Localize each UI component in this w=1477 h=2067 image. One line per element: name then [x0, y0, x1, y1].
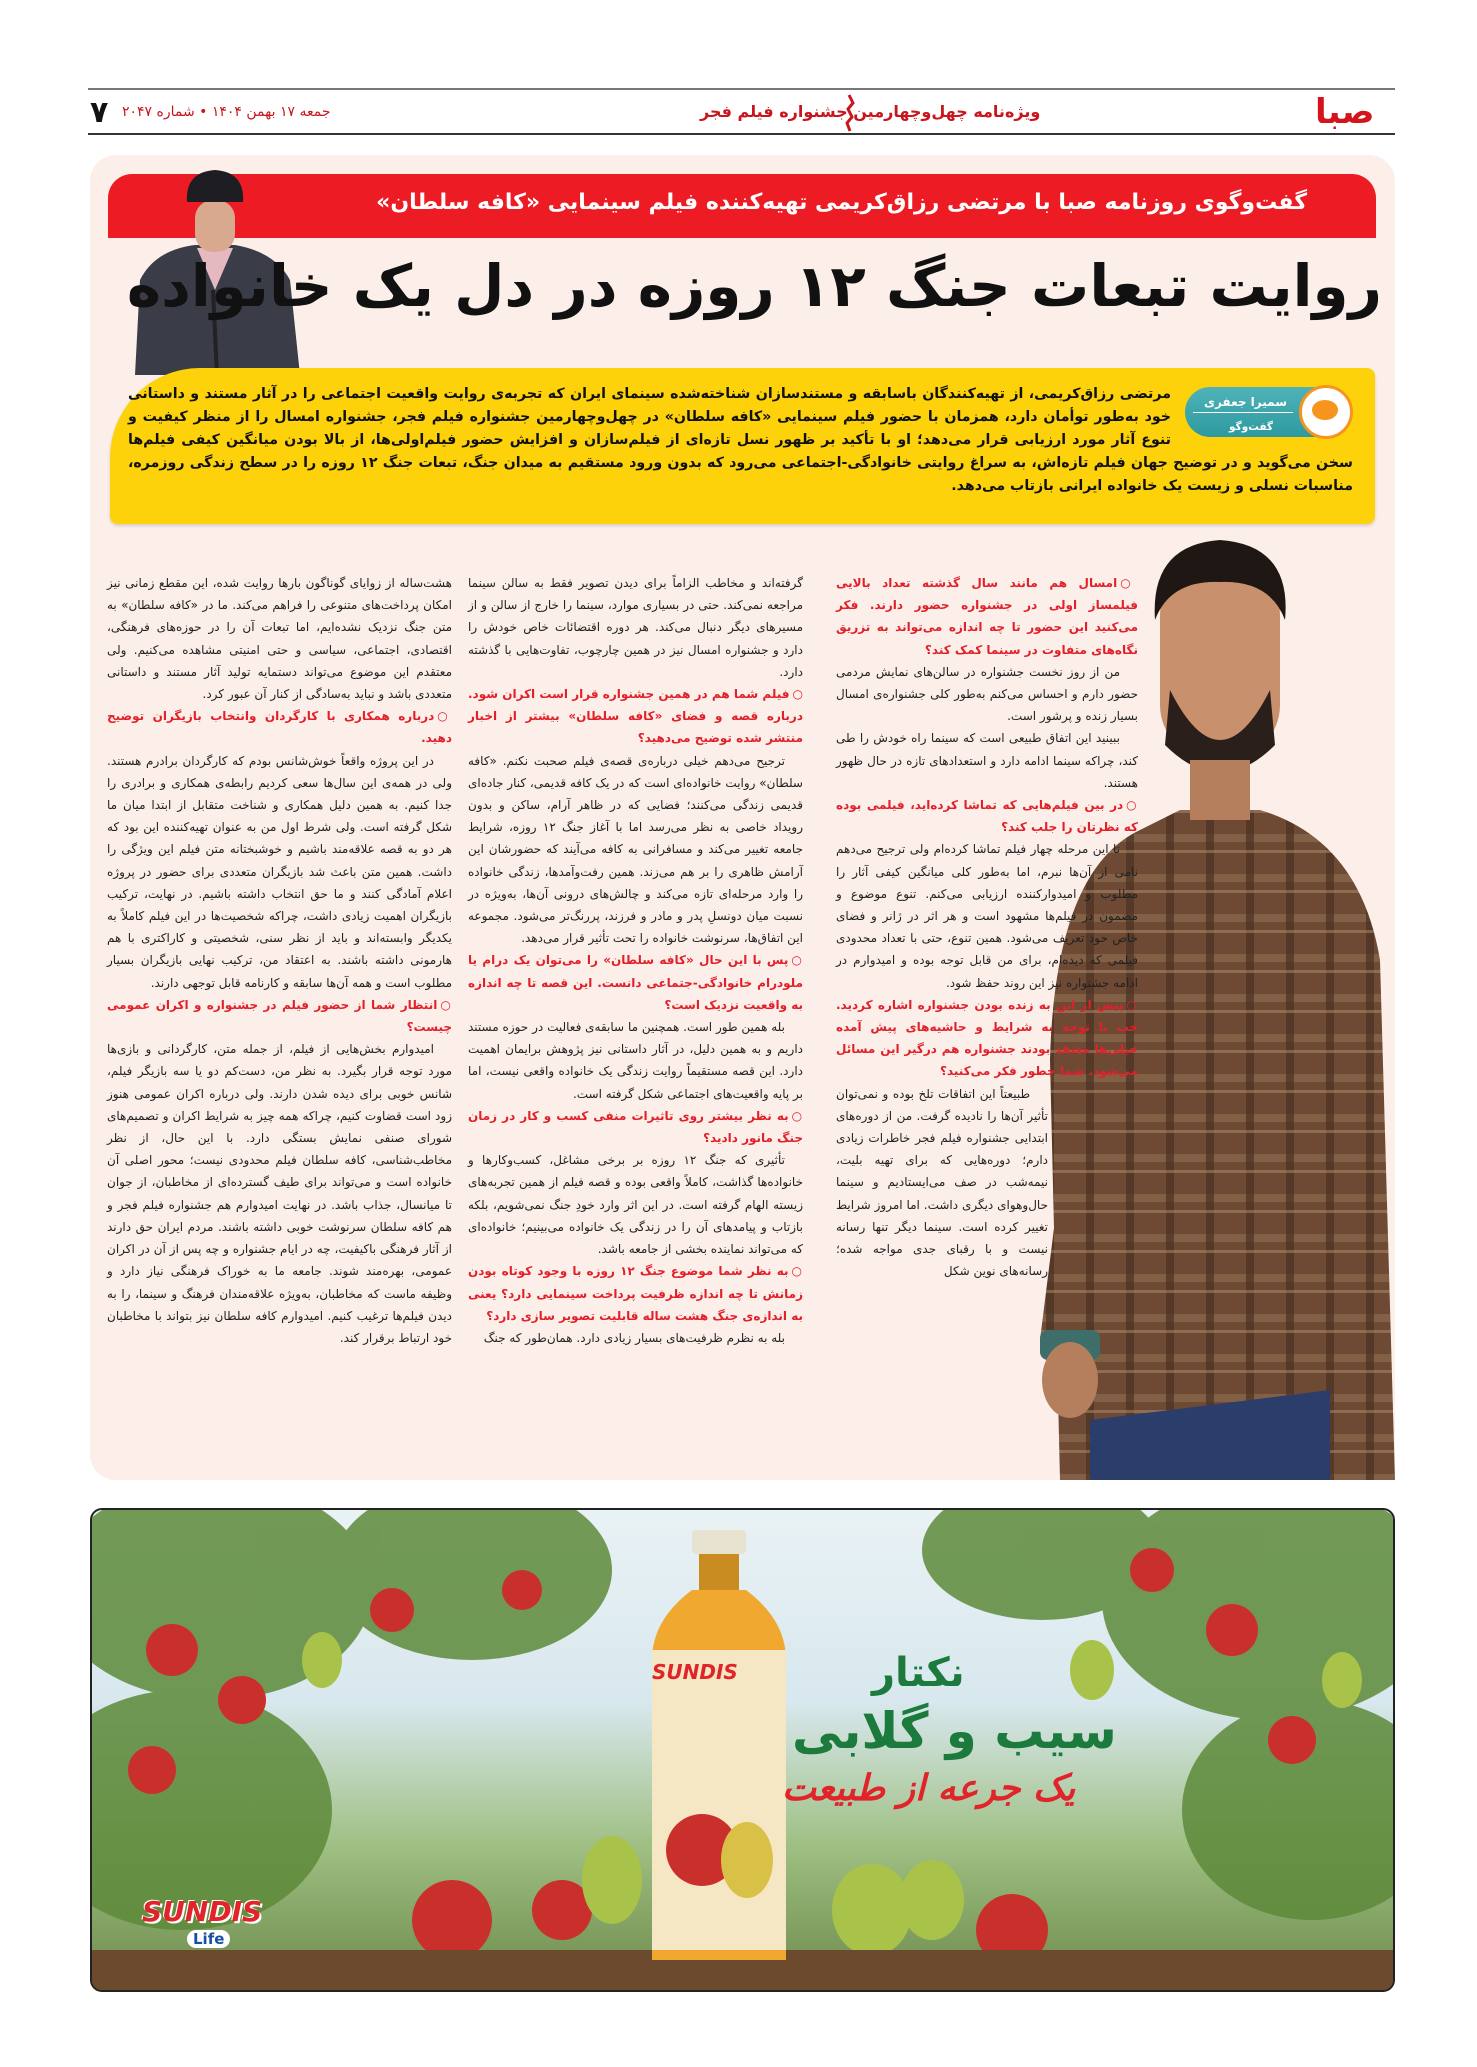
interview-answer: گرفته‌اند و مخاطب الزاماً برای دیدن تصویر فقط به سالن سینما مراجعه نمی‌کند. حتی در بسیاری موارد، سینما را خارج از سالن و از مسیرهای دیگر دنبال می‌کند. هر دوره اقتضائات خاص خودش را دارد و جشنواره امسال نیز در همین چارچوب، تفاوت‌هایی با گذشته دارد. — [468, 576, 803, 679]
lead-paragraph — [128, 383, 1353, 498]
interview-answer: بله به نظرم ظرفیت‌های بسیار زیادی دارد. همان‌طور که جنگ — [483, 1330, 785, 1345]
interview-answer: ببینید این اتفاق طبیعی است که سینما راه خودش را طی کند، چراکه سینما ادامه دارد و استعدادهای تازه در حال ظهور هستند. — [836, 731, 1138, 790]
column-1 — [836, 572, 1138, 1283]
festival-logo-icon — [840, 93, 858, 133]
column-1-bottom — [836, 1083, 1048, 1283]
article-title: روایت تبعات جنگ ۱۲ روزه در دل یک خانواده — [126, 252, 1382, 320]
author-name: سمیرا جعفری — [1203, 395, 1287, 409]
advertisement-banner[interactable] — [90, 1508, 1395, 1992]
interview-answer: تا این مرحله چهار فیلم تماشا کرده‌ام ولی ترجیح می‌دهم نامی از آن‌ها نبرم، اما به‌طور کلی میانگین کیفی آثار را مطلوب و امیدوارکننده ارزیابی می‌کنم. تنوع موضوع و مضمون در فیلم‌ها مشهود است و هر اثر در ژانر و فضای خاص خود تعریف می‌شود. همین تنوع، حتی با تعداد محدودی فیلمی که دیده‌ام، برای من قابل توجه بوده و امیدوارم در ادامه جشنواره نیز این روند حفظ شود. — [836, 842, 1138, 990]
interview-answer: طبیعتاً این اتفاقات تلخ بوده و نمی‌توان تأثیر آن‌ها را نادیده گرفت. من از دوره‌های ابتدایی جشنواره فیلم فجر خاطرات زیادی دارم؛ دوره‌هایی که برای تهیه بلیت، نیمه‌شب در صف می‌ایستادیم و سینما حال‌وهوای دیگری داشت. اما امروز شرایط تغییر کرده است. سینما دیگر تنها رسانه نیست و با رقبای جدی مواجه شده؛ رسانه‌های نوین شکل — [836, 1086, 1048, 1279]
interview-answer: من از روز نخست جشنواره در سالن‌های نمایش مردمی حضور دارم و احساس می‌کنم به‌طور کلی جشنواره‌ی امسال بسیار زنده و پرشور است. — [836, 664, 1138, 724]
interview-question: ○ انتظار شما از حضور فیلم در جشنواره و اکران عمومی چیست؟ — [107, 994, 452, 1038]
interview-question: ○ به نظر شما موضوع جنگ ۱۲ روزه با وجود کوتاه بودن زمانش تا چه اندازه ظرفیت پرداخت سینمایی دارد؟ یعنی به اندازه‌ی جنگ هشت ساله قابلیت تصویر سازی دارد؟ — [468, 1260, 803, 1327]
juice-bottle — [652, 1530, 786, 1960]
bottle-brand-label: SUNDIS — [652, 1660, 738, 1684]
interview-answer: تأثیری که جنگ ۱۲ روزه بر برخی مشاغل، کسب‌وکارها و خانواده‌ها گذاشت، کاملاً واقعی بوده و قصه فیلم از همین تجربه‌های زیسته الهام گرفته است. در این اثر وارد خودِ جنگ نمی‌شویم، بلکه بازتاب و پیامدهای آن را در زندگی یک خانواده می‌بینیم؛ خانواده‌ای که می‌تواند نماینده بخشی از جامعه باشد. — [468, 1153, 803, 1257]
interview-question: ○ به نظر بیشتر روی تاثیرات منفی کسب و کار در زمان جنگ مانور دادید؟ — [468, 1105, 803, 1149]
interview-question: ○ پس با این حال «کافه سلطان» را می‌توان یک درام یا ملودرام خانوادگی-جتماعی دانست. این قصه تا چه اندازه به واقعیت نزدیک است؟ — [468, 949, 803, 1016]
issue-info: جمعه ۱۷ بهمن ۱۴۰۴ • شماره ۲۰۴۷ — [122, 104, 331, 120]
interview-answer: در این پروژه واقعاً خوش‌شانس بودم که کارگردان برادرم هستند. ولی در همه‌ی این سال‌ها سعی کردیم رابطه‌ی همکاری و برادری را جدا کنیم. به همین دلیل همکاری و شناخت متقابل از ابتدا میان ما شکل گرفته است. ولی شرط اول من به عنوان تهیه‌کننده این بود که هر دو به قصه علاقه‌مند باشیم و خوشبختانه متن فیلم این ویژگی را داشت. همین متن باعث شد بازیگران متعددی برای حضور در پروژه اعلام آمادگی کنند و ما حق انتخاب داشته باشیم. در نهایت، ترکیب بازیگران اهمیت زیادی داشت، چراکه شخصیت‌ها در این فیلم کاملاً به یکدیگر وابسته‌اند و باید از نظر سنی، شخصیتی و کاراکتری با هم هارمونی داشته باشند. به اعتقاد من، ترکیب نهایی بازیگران بسیار مطلوب است و همه آن‌ها سابقه و کارنامه قابل توجهی دارند. — [107, 753, 452, 990]
author-role: گفت‌وگو — [1229, 421, 1273, 433]
section-title: ویژه‌نامه چهل‌وچهارمین جشنواره فیلم فجر — [700, 102, 1041, 121]
author-badge — [1185, 387, 1353, 437]
interview-question: ○ پیش از این به زنده بودن جشنواره اشاره کردید. خب با توجه به شرایط و حاشیه‌های پیش آمده خیلی‌ها معتقد بودند جشنواره هم درگیر این مسائل می‌شود. شما چطور فکر می‌کنید؟ — [836, 994, 1138, 1083]
sub-brand-logo: Life — [187, 1930, 230, 1948]
header-rule-top — [88, 88, 1395, 90]
article-kicker: گفت‌وگوی روزنامه صبا با مرتضی رزاق‌کریمی تهیه‌کننده فیلم سینمایی «کافه سلطان» — [376, 190, 1307, 215]
column-3 — [107, 572, 452, 1349]
interview-question: ○ فیلم شما هم در همین جشنواره قرار است اکران شود. درباره قصه و فضای «کافه سلطان» بیشتر از اخبار منتشر شده توضیح می‌دهید؟ — [468, 683, 803, 750]
interview-answer: هشت‌ساله از زوایای گوناگون بارها روایت شده، این مقطع زمانی نیز امکان پرداخت‌های متنوعی را فراهم می‌کند. ما در «کافه سلطان» به متن جنگ نزدیک نشده‌ایم، اما تبعات آن را در حوزه‌های فرهنگی، اقتصادی، اجتماعی، سیاسی و حتی امنیتی مشاهده می‌کنیم. ولی معتقدم این موضوع می‌تواند دستمایه تولید آثار مستند و داستانی متعددی باشد و نباید به‌سادگی از کنار آن عبور کرد. — [107, 576, 452, 702]
interview-answer: ترجیح می‌دهم خیلی درباره‌ی قصه‌ی فیلم صحبت نکنم. «کافه سلطان» روایت خانواده‌ای است که در یک کافه قدیمی، کنار جاده‌ای قدیمی زندگی می‌کنند؛ فضایی که در ظاهر آرام، ساکن و بدون رویداد خاصی به نظر می‌رسد اما با آغاز جنگ ۱۲ روزه، شرایط جامعه تغییر می‌کند و مسافرانی به کافه می‌آیند که حضورشان این آرامش ظاهری را بر هم می‌زند. همین رفت‌وآمدها، زندگی خانواده را وارد مرحله‌ای تازه می‌کند و چالش‌های درونی آن‌ها، به‌ویژه در نسبت میان دونسلِ پدر و مادر و فرزند، پررنگ‌تر می‌شود. مجموعه این اتفاق‌ها، سرنوشت خانواده را تحت تأثیر قرار می‌دهد. — [468, 753, 803, 946]
interview-question: ○ امسال هم مانند سال گذشته تعداد بالایی فیلمساز اولی در جشنواره حضور دارند. فکر می‌کنید این حضور تا چه اندازه می‌تواند به تزریق نگاه‌های متفاوت در سینما کمک کند؟ — [836, 572, 1138, 661]
column-2 — [468, 572, 803, 1349]
interview-answer: امیدوارم بخش‌هایی از فیلم، از جمله متن، کارگردانی و بازی‌ها مورد توجه قرار بگیرد. به نظر من، دست‌کم دو یا سه بازیگر فیلم، شانس خوبی برای دیده شدن دارند. ولی درباره اکران عمومی هنوز زود است قضاوت کنیم، چراکه همه چیز به شرایط اکران و تصمیم‌های شورای صنفی نمایش بستگی دارد. با این حال، از نظر مخاطب‌شناسی، کافه سلطان فیلم محدودی نیست؛ محور اصلی آن خانواده است و می‌تواند برای طیف گسترده‌ای از مخاطبان، از جوان تا میانسال، جذاب باشد. در نهایت امیدوارم هم جشنواره فیلم فجر و هم کافه سلطان سرنوشت خوبی داشته باشند. مردم ایران حق دارند از آثار فرهنگی باکیفیت، چه در ایام جشنواره و چه پس از آن در اکران عمومی، بهره‌مند شوند. جامعه ما به خوراک فرهنگی نیاز دارد و وظیفه ماست که مخاطبان، به‌ویژه علاقه‌مندان فرهنگ و سینما، را به دیدن فیلم‌ها ترغیب کنیم. امیدوارم کافه سلطان نیز بتواند با مخاطبان خود ارتباط برقرار کند. — [107, 1042, 452, 1345]
ad-slogan: یک جرعه از طبیعت — [782, 1768, 1076, 1809]
interview-answer: بله همین طور است. همچنین ما سابقه‌ی فعالیت در حوزه مستند داریم و به همین دلیل، در آثار داستانی نیز پژوهش برایمان اهمیت دارد. این قصه مستقیماً روایت زندگی یک خانواده واقعی نیست، اما بر پایه واقعیت‌های اجتماعی شکل گرفته است. — [468, 1020, 803, 1101]
header-rule-bottom — [88, 133, 1395, 135]
brand-logo: SUNDIS — [142, 1895, 263, 1928]
interview-question: ○ در بین فیلم‌هایی که تماشا کرده‌اید، فیلمی بوده که نظرتان را جلب کند؟ — [836, 794, 1138, 838]
ad-product-line1: نکتار — [872, 1650, 965, 1696]
orchard-illustration — [92, 1510, 1393, 1990]
lead-text: مرتضی رزاق‌کریمی، از تهیه‌کنندگان باسابقه و مستندسازان شناخته‌شده سینمای ایران که تجربه‌ی روایت واقعیت اجتماعی را در آثار مستند و داستانی خود به‌طور توأمان دارد، همزمان با حضور فیلم سینمایی «کافه سلطان» در چهل‌وچهارمین جشنواره فیلم فجر، جشنواره امسال را از منظر کیفیت و تنوع آثار مورد ارزیابی قرار می‌دهد؛ او با تأکید بر ظهور نسل تازه‌ای از فیلم‌سازان و افزایش حضور فیلم‌اولی‌ها، از بالا بودن میانگین کیفی فیلم‌ها سخن می‌گوید و در توضیح جهان فیلم تازه‌اش، به سراغ روایتی خانوادگی-اجتماعی می‌رود که بدون ورود مستقیم به میدان جنگ، تبعات جنگ ۱۲ روزه را در سطح زندگی روزمره، مناسبات نسلی و زیست یک خانواده ایرانی بازتاب می‌دهد. — [128, 386, 1353, 494]
ad-product-line2: سیب و گلابی — [792, 1702, 1117, 1760]
chat-bubble-icon — [1299, 385, 1353, 439]
newspaper-logo[interactable]: صبا — [1315, 92, 1375, 132]
column-1-top — [836, 572, 1138, 1083]
interview-question: ○ درباره همکاری با کارگردان وانتخاب بازیگران توضیح دهید. — [107, 705, 452, 749]
page-number: ۷ — [90, 95, 109, 130]
